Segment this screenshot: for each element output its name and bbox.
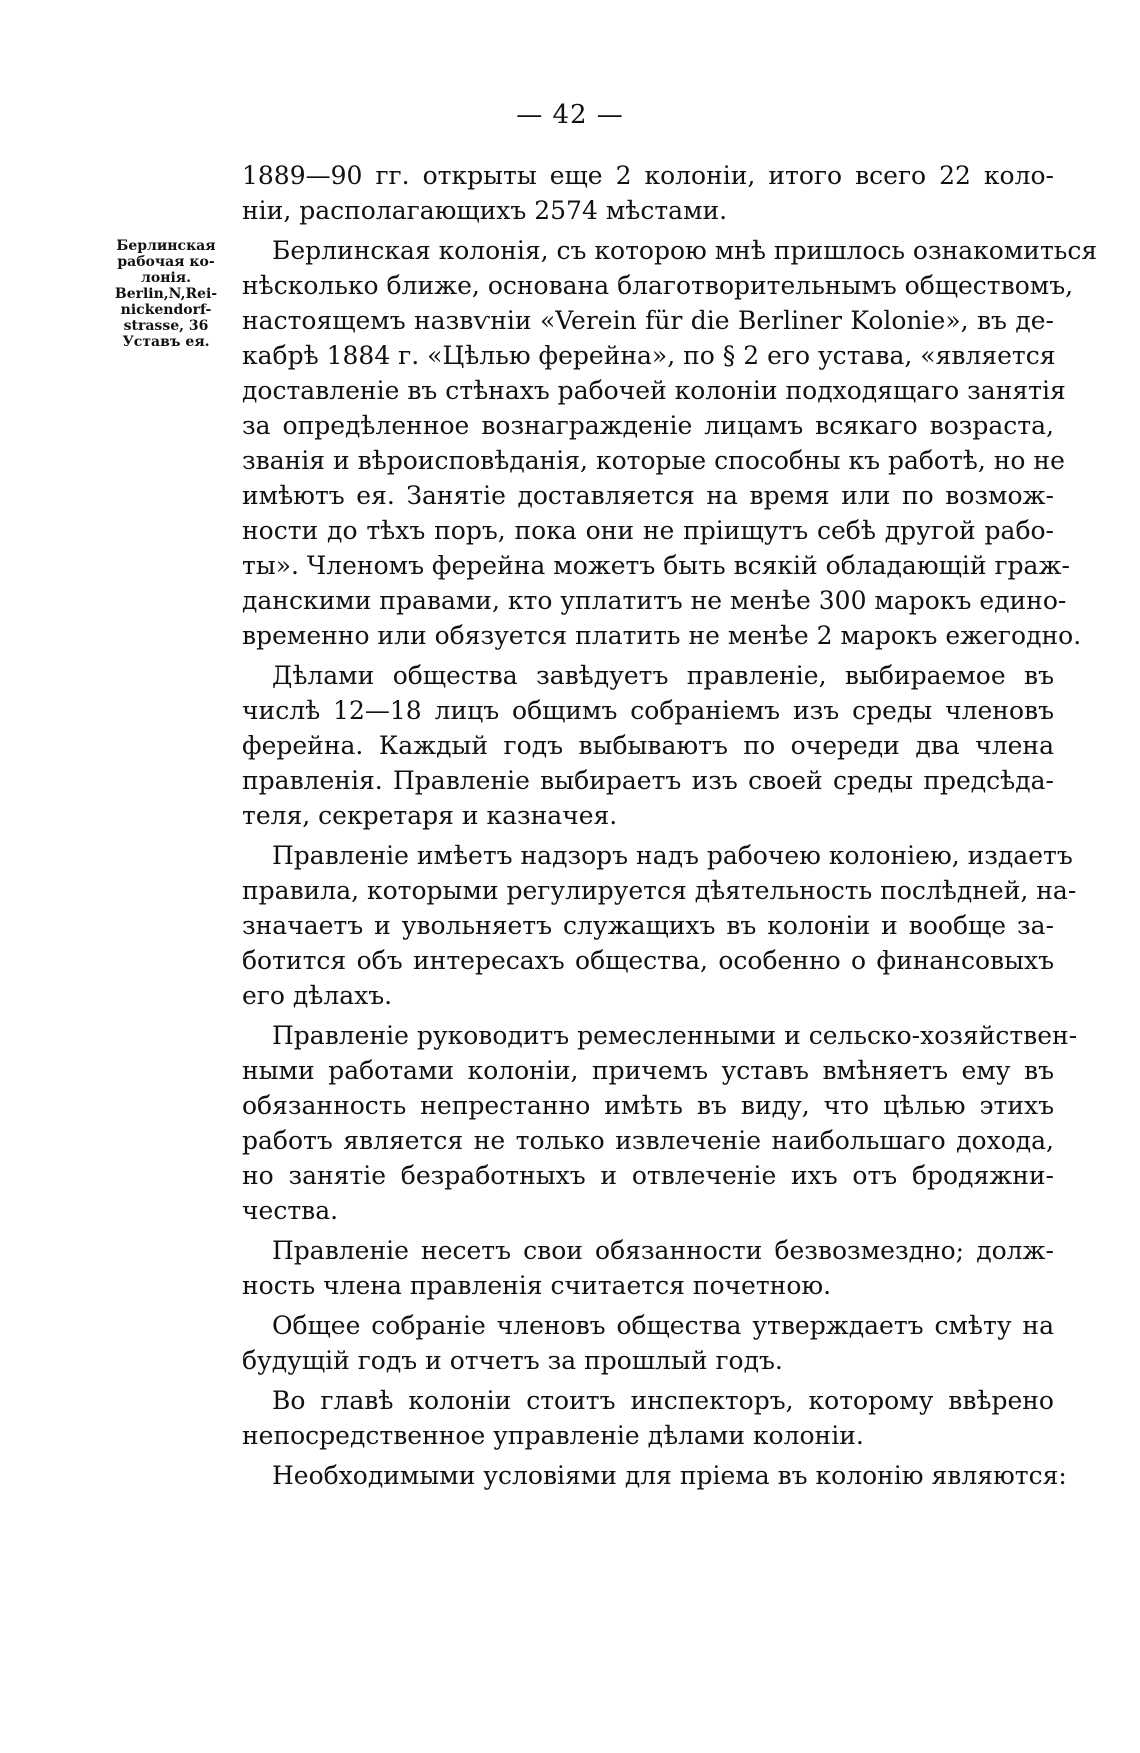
text-line: Правленіе имѣетъ надзоръ надъ рабочею колоніею, издаетъ — [272, 841, 1073, 870]
text-line: доставленіе въ стѣнахъ рабочей колоніи подходящаго занятія — [242, 376, 1066, 405]
text-line: за опредѣленное вознагражденіе лицамъ всякаго возраста, — [242, 411, 1054, 440]
margin-note — [96, 238, 236, 350]
text-line: правила, которыми регулируется дѣятельность послѣдней, на- — [242, 876, 1077, 905]
margin-note-line: лонія. — [141, 270, 191, 286]
text-line: его дѣлахъ. — [242, 981, 393, 1010]
text-line: ности до тѣхъ поръ, пока они не пріищутъ себѣ другой рабо- — [242, 516, 1054, 545]
margin-note-line: Berlin,N,Rei- — [114, 286, 218, 302]
text-line: Берлинская колонія, съ которою мнѣ пришлось ознакомиться — [272, 236, 1098, 265]
text-line: числѣ 12—18 лицъ общимъ собраніемъ изъ среды членовъ — [242, 696, 1054, 725]
text-line: работъ является не только извлеченіе наибольшаго дохода, — [242, 1126, 1054, 1155]
text-line: чества. — [242, 1196, 339, 1225]
text-line: Общее собраніе членовъ общества утверждаетъ смѣту на — [272, 1311, 1054, 1340]
body-text — [242, 158, 1098, 1498]
text-line: Необходимыми условіями для пріема въ колонію являются: — [272, 1461, 1067, 1490]
paragraph — [242, 1018, 1078, 1228]
text-line: нѣсколько ближе, основана благотворительнымъ обществомъ, — [242, 271, 1074, 300]
margin-note-line: strasse, 36 — [123, 318, 209, 334]
text-line: кабрѣ 1884 г. «Цѣлью ферейна», по § 2 его устава, «является — [242, 341, 1056, 370]
text-line: ты». Членомъ ферейна можетъ быть всякій обладающій граж- — [242, 551, 1070, 580]
text-line: но занятіе безработныхъ и отвлеченіе ихъ отъ бродяжни- — [242, 1161, 1054, 1190]
text-line: данскими правами, кто уплатитъ не менѣе 300 марокъ едино- — [242, 586, 1067, 615]
margin-note-line: рабочая ко- — [117, 254, 215, 270]
paragraph — [242, 838, 1077, 1013]
paragraph — [242, 1233, 1054, 1303]
paragraph — [242, 233, 1098, 653]
text-line: настоящемъ назвѵніи «Verein für die Berliner Kolonie», въ де- — [242, 306, 1054, 335]
text-line: ность члена правленія считается почетною. — [242, 1271, 832, 1300]
text-line: званія и вѣроисповѣданія, которые способны къ работѣ, но не — [242, 446, 1065, 475]
text-line: Правленіе несетъ свои обязанности безвозмездно; долж- — [272, 1236, 1054, 1265]
text-line: будущій годъ и отчетъ за прошлый годъ. — [242, 1346, 783, 1375]
text-line: ферейна. Каждый годъ выбываютъ по очереди два члена — [242, 731, 1054, 760]
margin-note-line: nickendorf- — [120, 302, 212, 318]
text-line: Дѣлами общества завѣдуетъ правленіе, выбираемое въ — [272, 661, 1054, 690]
text-line: теля, секретаря и казначея. — [242, 801, 618, 830]
text-line: значаетъ и увольняетъ служащихъ въ колоніи и вообще за- — [242, 911, 1054, 940]
paragraph — [242, 1308, 1054, 1378]
paragraph — [242, 1458, 1067, 1493]
paragraph — [242, 1383, 1054, 1453]
paragraph — [242, 158, 1054, 228]
text-line: ботится объ интересахъ общества, особенно о финансовыхъ — [242, 946, 1054, 975]
paragraph — [242, 658, 1054, 833]
margin-note-line: Берлинская — [116, 238, 216, 254]
text-line: Во главѣ колоніи стоитъ инспекторъ, которому ввѣрено — [272, 1386, 1054, 1415]
margin-note-line: Уставъ ея. — [122, 334, 210, 350]
text-line: обязанность непрестанно имѣть въ виду, что цѣлью этихъ — [242, 1091, 1054, 1120]
text-line: Правленіе руководитъ ремесленными и сельско-хозяйствен- — [272, 1021, 1078, 1050]
page-number: — 42 — — [516, 100, 624, 130]
text-line: имѣютъ ея. Занятіе доставляется на время или по возмож- — [242, 481, 1054, 510]
text-line: 1889—90 гг. открыты еще 2 колоніи, итого всего 22 коло- — [242, 161, 1054, 190]
text-line: непосредственное управленіе дѣлами колоніи. — [242, 1421, 864, 1450]
text-line: правленія. Правленіе выбираетъ изъ своей среды предсѣда- — [242, 766, 1054, 795]
text-line: ніи, располагающихъ 2574 мѣстами. — [242, 196, 728, 225]
text-line: временно или обязуется платить не менѣе 2 марокъ ежегодно. — [242, 621, 1082, 650]
text-line: ными работами колоніи, причемъ уставъ вмѣняетъ ему въ — [242, 1056, 1054, 1085]
